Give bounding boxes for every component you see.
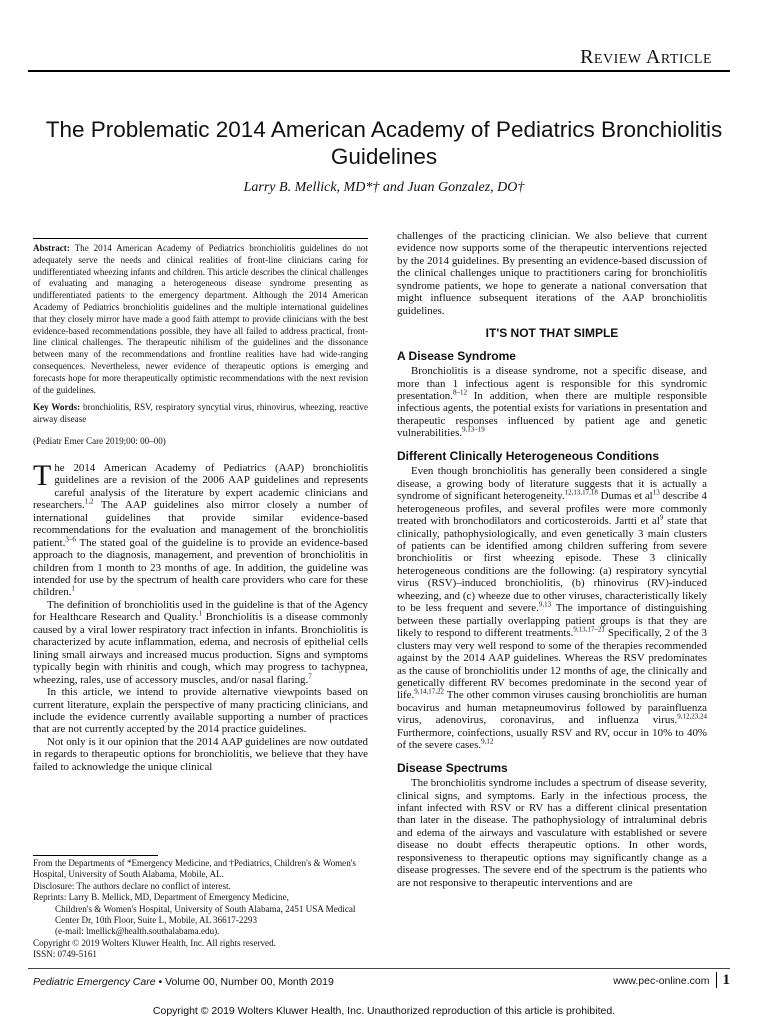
s2-h: Furthermore, coinfections, usually RSV and RV, occur in 10% to 40% of the severe cases. bbox=[397, 726, 707, 752]
s1-a: Bronchiolitis is a disease syndrome, not a specific disease, and more than 1 infectious agent is responsible for this syndromic presentation. bbox=[397, 365, 707, 402]
s2-g: The other common viruses causing bronchiolitis are human bocavirus and human metapneumovirus followed by parainfluenza virus, adenovirus, coronavirus, and influenza virus. bbox=[397, 689, 707, 727]
ref: 12,13,17,18 bbox=[564, 488, 598, 497]
intro-paragraph-3: In this article, we intend to provide alternative viewpoints based on current literature, explain the perspective of many practicing clinicians, and include the evidence currently available supporting a number of practices that are not currently accepted by the 2014 practice guidelines. bbox=[33, 686, 368, 736]
footnote-issn: ISSN: 0749-5161 bbox=[33, 949, 97, 960]
keywords-label: Key Words: bbox=[33, 402, 81, 413]
intro-p1-b: The AAP guidelines also mirror closely a number of international guidelines that provide similar evidence-based recommendations for the evaluation and management of the bronchiolitis patient. bbox=[33, 499, 368, 549]
keywords-text: bronchiolitis, RSV, respiratory syncytial virus, rhinovirus, wheezing, reactive airway disease bbox=[33, 402, 368, 425]
footnote-affiliation: From the Departments of *Emergency Medicine, and †Pediatrics, Children's & Women's Hospital, University of South Alabama, Mobile, AL. bbox=[33, 858, 356, 880]
ref: 9,12,23,24 bbox=[677, 712, 707, 721]
disease-spectrums-paragraph: The bronchiolitis syndrome includes a spectrum of disease severity, clinical signs, and symptoms. Early in the infectious process, the infant infected with RSV or RV has a different clinical presentation than later in the disease. The pathophysiology of intraluminal debris and edema of the airways and vasculature with established or severe disease no doubt effects therapeutic options. In other words, responsiveness to therapeutic options may significantly change as a disease progresses. The severe end of the spectrum is the patients who are not responsive to therapeutic interventions and are bbox=[397, 777, 707, 889]
ref: 9,12 bbox=[481, 737, 494, 746]
abstract-label: Abstract: bbox=[33, 243, 70, 253]
footnotes bbox=[33, 858, 373, 961]
article-title: The Problematic 2014 American Academy of Pediatrics Bronchiolitis Guidelines bbox=[45, 117, 723, 169]
abstract-text: The 2014 American Academy of Pediatrics bronchiolitis guidelines do not adequately serve the needs and clinical realities of front-line clinicians caring for undifferentiated wheezing infants and children. This article describes the clinical challenges of evaluating and managing a heterogeneous disease syndrome presenting as undifferentiated patients to the emergency department. Although the 2014 American Academy of Pediatrics bronchiolitis guidelines and the multiple international guidelines that they closely mirror have made a good faith attempt to provide clinicians with the best evidence-based recommendations possible, they have all failed to address practical, front-line clinical challenges. The therapeutic nihilism of the guidelines and the dissonance between many of the recommendations and frontline realities have had wide-ranging consequences. Nevertheless, newer evidence of therapeutic options is emerging and forecasts hope for more therapeutically optimistic recommendations with the next revision of the guidelines. bbox=[33, 243, 368, 395]
section-label: Review Article bbox=[580, 46, 712, 68]
abstract bbox=[33, 238, 368, 396]
intro-p2-b: Bronchiolitis is a disease commonly caused by a viral lower respiratory tract infection in infants. Bronchiolitis is characterized by acute inflammation, edema, and necrosis of epithelial cells lining small airways and increased mucus production. Signs and symptoms typically begin with rhinitis and cough, which may progress to tachypnea, wheezing, rales, use of accessory muscles, and/or nasal flaring. bbox=[33, 611, 369, 686]
ref: 1,2 bbox=[84, 497, 94, 506]
s2-a: Even though bronchiolitis has generally been considered a single disease, a growing body of literature suggests that it is actually a syndrome of significant heterogeneity. bbox=[397, 465, 707, 503]
footnote-address: Children's & Women's Hospital, University of South Alabama, 2451 USA Medical Center Dr, 10th Floor, Suite L, Mobile, AL 36617-2293 bbox=[55, 903, 356, 926]
intro-paragraph-1 bbox=[33, 458, 368, 599]
ref: 3–6 bbox=[65, 535, 76, 544]
footnote-disclosure: Disclosure: The authors declare no conflict of interest. bbox=[33, 880, 231, 891]
ref: 7 bbox=[308, 672, 312, 681]
subheading-heterogeneous: Different Clinically Heterogeneous Conditions bbox=[397, 448, 660, 463]
ref: 9,13 bbox=[538, 600, 552, 609]
ref: 1 bbox=[198, 609, 202, 618]
ref: 9 bbox=[659, 513, 664, 522]
page-number: 1 bbox=[716, 972, 731, 988]
header-rule bbox=[28, 70, 730, 72]
footer-journal-info bbox=[33, 976, 334, 988]
section-heading: IT'S NOT THAT SIMPLE bbox=[485, 326, 619, 341]
footnote-reprints: Reprints: Larry B. Mellick, MD, Department of Emergency Medicine, bbox=[33, 892, 289, 903]
s2-e: The importance of distinguishing between these partially overlapping patient groups is that they are likely to respond to different treatments. bbox=[397, 602, 708, 640]
footer-rule bbox=[28, 968, 730, 969]
drop-cap: T bbox=[33, 458, 52, 492]
authors: Larry B. Mellick, MD*† and Juan Gonzalez, DO† bbox=[243, 180, 525, 195]
s2-d: state that clinically, pathophysiologically, and even genetically 3 main clusters of patients can be identified among children suffering from severe bronchiolitis or first wheezing episode. These 3 clinically heterogeneous conditions are the following: (a) respiratory syncytial virus (RSV)–induced bronchiolitis, (b) rhinovirus (RV)-induced wheezing, and (c) wheeze due to other viruses, characteristically likely to be less frequent and severe. bbox=[397, 515, 707, 615]
left-column bbox=[33, 238, 368, 773]
footnote-email: (e-mail: lmellick@health.southalabama.edu). bbox=[55, 926, 220, 937]
intro-paragraph-4: Not only is it our opinion that the 2014 AAP guidelines are now outdated in regards to therapeutic options for bronchiolitis, we believe that they have failed to acknowledge the unique clinical bbox=[33, 735, 368, 773]
volume-info: Volume 00, Number 00, Month 2019 bbox=[165, 976, 334, 988]
heterogeneous-paragraph bbox=[397, 465, 707, 751]
ref: 1 bbox=[71, 584, 75, 593]
footer-website-page bbox=[613, 972, 730, 989]
keywords bbox=[33, 402, 368, 426]
intro-p2-a: The definition of bronchiolitis used in the guideline is that of the Agency for Healthcare Research and Quality. bbox=[33, 598, 368, 624]
intro-p1-c: The stated goal of the guideline is to provide an evidence-based approach to the diagnosis, management, and prevention of bronchiolitis in children from 1 month to 23 months of age. In addition, the guideline was intended for use by the spectrum of health care providers who care for these children. bbox=[33, 536, 368, 599]
subheading-disease-spectrums: Disease Spectrums bbox=[397, 760, 508, 775]
disease-syndrome-paragraph bbox=[397, 365, 707, 440]
ref: 8–12 bbox=[452, 388, 467, 397]
footnote-rule bbox=[33, 855, 158, 856]
s2-b: Dumas et al bbox=[597, 490, 653, 503]
intro-text bbox=[33, 458, 369, 773]
citation: (Pediatr Emer Care 2019;00: 00–00) bbox=[33, 435, 166, 446]
copyright-notice: Copyright © 2019 Wolters Kluwer Health, Inc. Unauthorized reproduction of this article is prohibited. bbox=[152, 1005, 616, 1017]
journal-name: Pediatric Emergency Care bbox=[33, 976, 156, 988]
s2-f: Specifically, 2 of the 3 clusters may very well respond to some of the therapies recommended against by the 2014 AAP guidelines. Whereas the RSV predominates as the cause of bronchiolitis under 12 months of age, the clinically and genetically different RV becomes predominate in the second year of life. bbox=[397, 627, 707, 702]
footer-bullet: • bbox=[158, 976, 163, 988]
subheading-disease-syndrome: A Disease Syndrome bbox=[397, 348, 516, 363]
s1-b: In addition, when there are multiple responsible infectious agents, the potential exists for variations in presentation and therapeutic responses influenced by patient age and genetic vulnerabilities. bbox=[397, 389, 707, 440]
intro-paragraph-2 bbox=[33, 599, 368, 686]
ref: 13 bbox=[652, 488, 660, 497]
right-column bbox=[397, 230, 707, 889]
footnote-copyright: Copyright © 2019 Wolters Kluwer Health, Inc. All rights reserved. bbox=[33, 937, 276, 948]
ref: 9,13,17–21 bbox=[573, 625, 605, 634]
ref: 9,14,17,22 bbox=[414, 687, 444, 696]
website-link[interactable]: www.pec-online.com bbox=[613, 975, 710, 987]
s2-c: describe 4 heterogeneous profiles, and several profiles were more commonly treated with bronchodilators and corticosteroids. Jartti et al bbox=[397, 490, 707, 528]
intro-p1-a: he 2014 American Academy of Pediatrics (AAP) bronchiolitis guidelines are a revision of the 2006 AAP guidelines and represents careful analysis of the literature by expert academic clinicians and researchers. bbox=[33, 461, 368, 512]
right-paragraph-0: challenges of the practicing clinician. We also believe that current evidence now supports some of the therapeutic interventions rejected by the 2014 guidelines. By presenting an evidence-based discussion of the clinical challenges unique to practitioners caring for bronchiolitis syndrome patients, we hope to generate a national conversation that might influence subsequent iterations of the AAP bronchiolitis guidelines. bbox=[397, 230, 707, 317]
ref: 9,13–19 bbox=[462, 425, 485, 434]
